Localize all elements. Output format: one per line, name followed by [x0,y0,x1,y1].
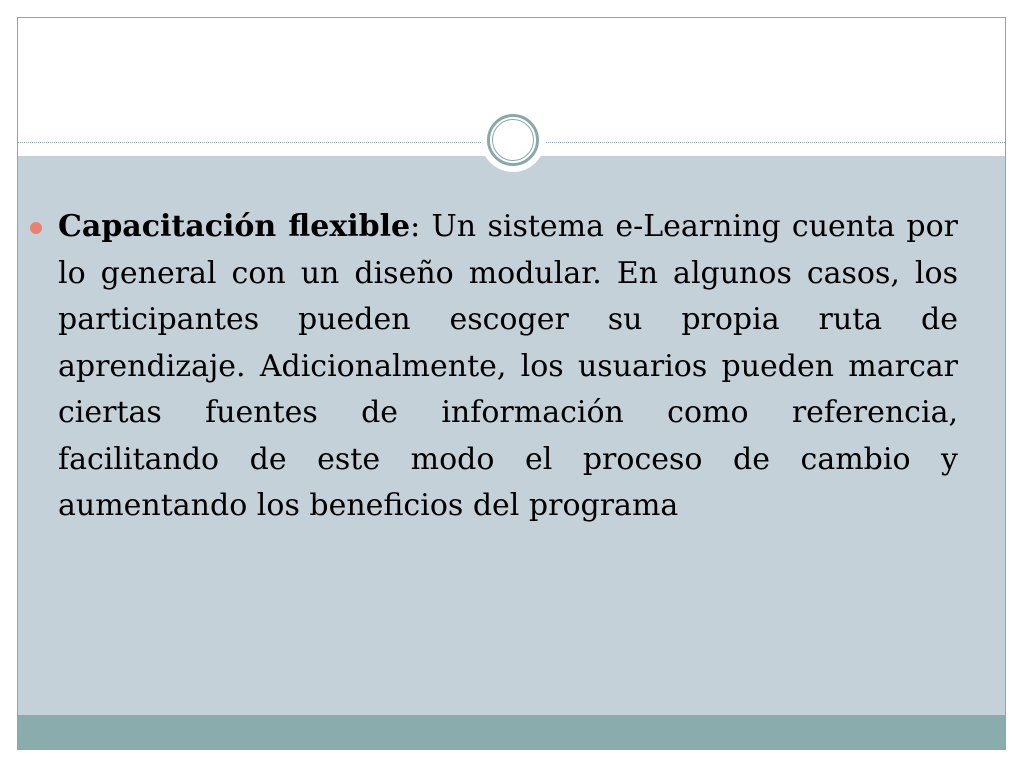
term-separator: : [410,209,432,244]
bullet-text: Un sistema e-Learning cuenta por lo general con un diseño modular. En algunos casos, los participantes pueden escoger su propia ruta de aprendizaje. Adicionalmente, los usuarios pueden marcar ciertas fuentes de información como referencia, facilitando de este modo el proceso de cambio y aumentando los beneficios del programa [58,209,958,523]
bullet-dot-icon [30,222,42,234]
footer-bar [18,715,1005,749]
ornament-inner-ring [492,119,534,161]
bullet-paragraph [58,204,958,530]
bullet-term: Capacitación flexible [58,209,411,244]
